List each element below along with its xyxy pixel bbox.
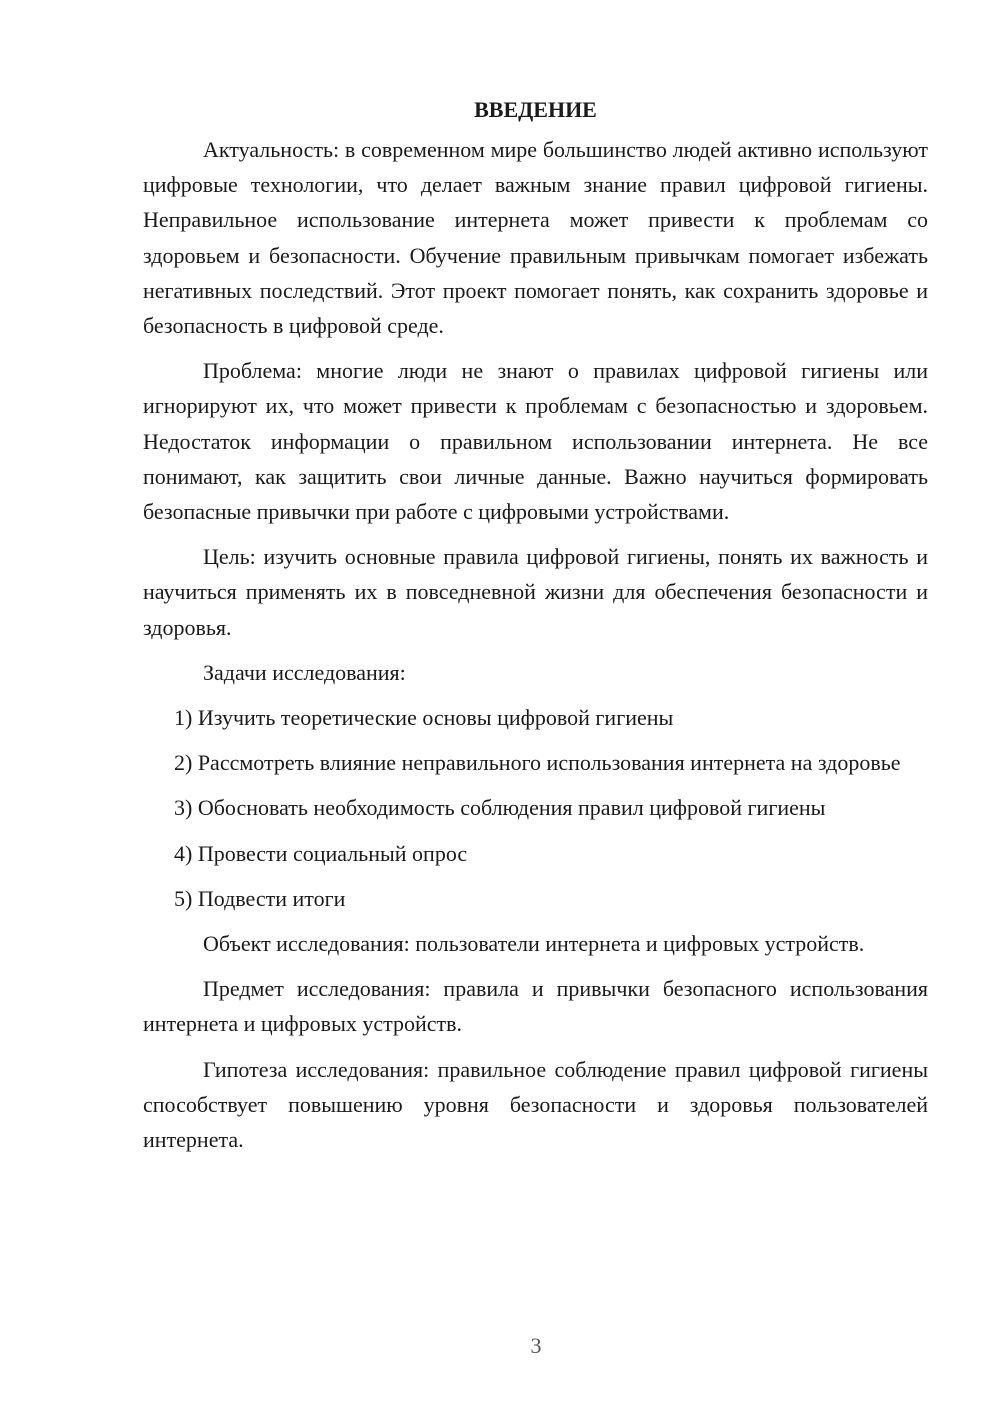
task-item-4: 4) Провести социальный опрос [174, 840, 468, 866]
tasks-list [143, 700, 928, 916]
paragraph-subject: Предмет исследования: правила и привычки безопасного использования интернета и цифровых устройств. [143, 976, 928, 1037]
tasks-title: Задачи исследования: [203, 659, 406, 685]
paragraph-relevance: Актуальность: в современном мире большинство людей активно используют цифровые технологии, что делает важным знание правил цифровой гигиены. Неправильное использование интернета может привести к проблемам со здоровьем и безопасности. Обучение правильным привычкам помогает избежать негативных последствий. Этот проект помогает понять, как сохранить здоровье и безопасность в цифровой среде. [143, 137, 928, 339]
task-item-5: 5) Подвести итоги [174, 885, 346, 911]
paragraph-problem: Проблема: многие люди не знают о правилах цифровой гигиены или игнорируют их, что может привести к проблемам с безопасностью и здоровьем. Недостаток информации о правильном использовании интернета. Не все понимают, как защитить свои личные данные. Важно научиться формировать безопасные привычки при работе с цифровыми устройствами. [143, 358, 928, 525]
task-item-1: 1) Изучить теоретические основы цифровой гигиены [174, 705, 674, 731]
section-heading: ВВЕДЕНИЕ [474, 97, 597, 122]
task-item-2: 2) Рассмотреть влияние неправильного использования интернета на здоровье [174, 750, 901, 776]
task-item-3: 3) Обосновать необходимость соблюдения правил цифровой гигиены [174, 795, 826, 821]
paragraph-hypothesis: Гипотеза исследования: правильное соблюдение правил цифровой гигиены способствует повышению уровня безопасности и здоровья пользователей интернета. [143, 1056, 928, 1153]
paragraph-object: Объект исследования: пользователи интернета и цифровых устройств. [203, 931, 865, 957]
paragraph-goal: Цель: изучить основные правила цифровой гигиены, понять их важность и научиться применять их в повседневной жизни для обеспечения безопасности и здоровья. [143, 544, 928, 640]
document-page [143, 92, 928, 1167]
page-number: 3 [530, 1333, 542, 1358]
